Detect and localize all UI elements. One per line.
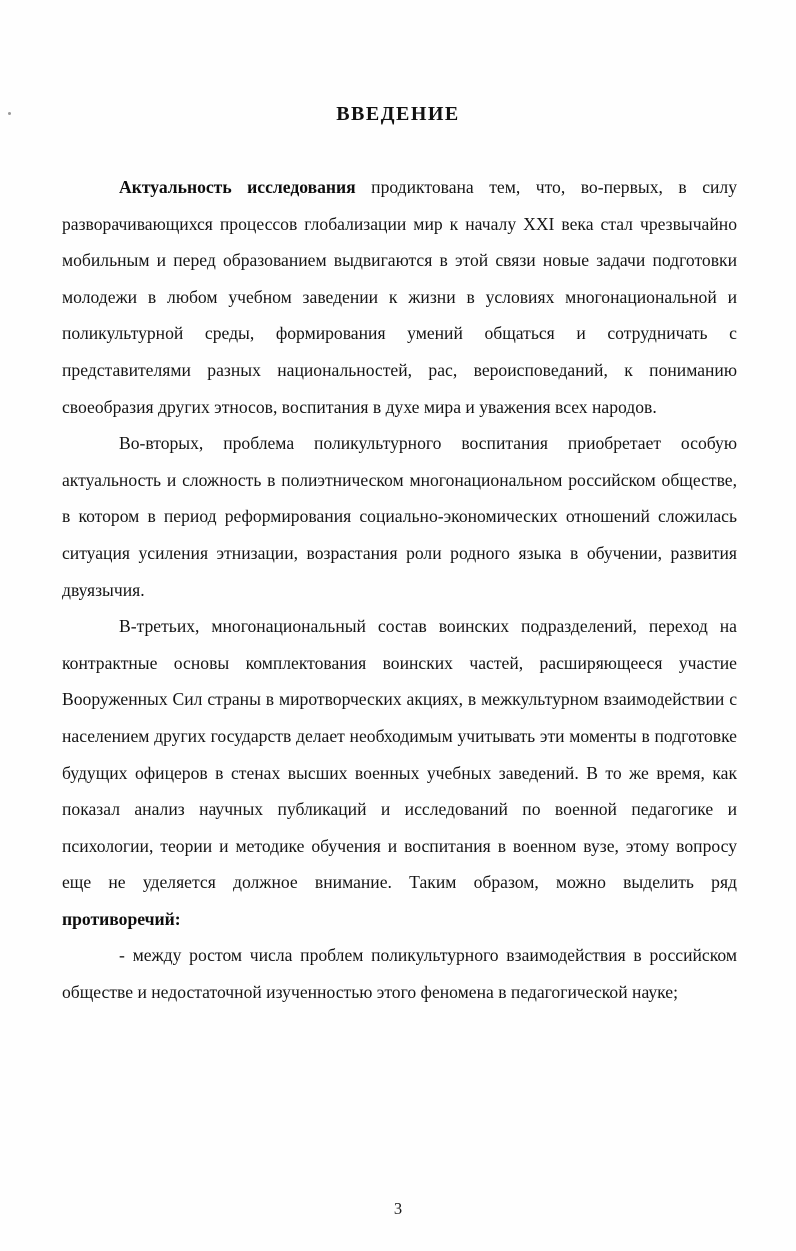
body-text [62,169,737,1011]
page-title: ВВЕДЕНИЕ [336,103,460,125]
page-number: 3 [393,1199,403,1218]
text-segment: - между ростом числа проблем поликультурного взаимодействия в российском обществе и недостаточной изученностью этого феномена в педагогической науке; [62,945,737,1003]
scan-speck [8,112,11,115]
paragraph [62,937,737,1010]
paragraph [62,425,737,608]
text-segment: продиктована тем, что, во-первых, в силу разворачивающихся процессов глобализации мир к началу XXI века стал чрезвычайно мобильным и перед образованием выдвигаются в этой связи новые задачи подготовки молодежи в любом учебном заведении к жизни в условиях многонациональной и поликультурной среды, формирования умений общаться и сотрудничать с представителями разных национальностей, рас, вероисповеданий, к пониманию своеобразия других этносов, воспитания в духе мира и уважения всех народов. [62,177,737,417]
bold-text-segment: Актуальность исследования [119,177,356,197]
text-segment: Во-вторых, проблема поликультурного воспитания приобретает особую актуальность и сложность в полиэтническом многонациональном российском обществе, в котором в период реформирования социально-экономических отношений сложилась ситуация усиления этнизации, возрастания роли родного языка в обучении, развития двуязычия. [62,433,737,600]
paragraph [62,169,737,425]
bold-text-segment: противоречий: [62,908,181,929]
paragraph [62,608,737,937]
text-segment: В-третьих, многонациональный состав воинских подразделений, переход на контрактные основы комплектования воинских частей, расширяющееся участие Вооруженных Сил страны в миротворческих акциях, в межкультурном взаимодействии с населением других государств делает необходимым учитывать эти моменты в подготовке будущих офицеров в стенах высших военных учебных заведений. В то же время, как показал анализ научных публикаций и исследований по военной педагогике и психологии, теории и методике обучения и воспитания в военном вузе, этому вопросу еще не уделяется должное внимание. Таким образом, можно выделить ряд [62,616,737,893]
